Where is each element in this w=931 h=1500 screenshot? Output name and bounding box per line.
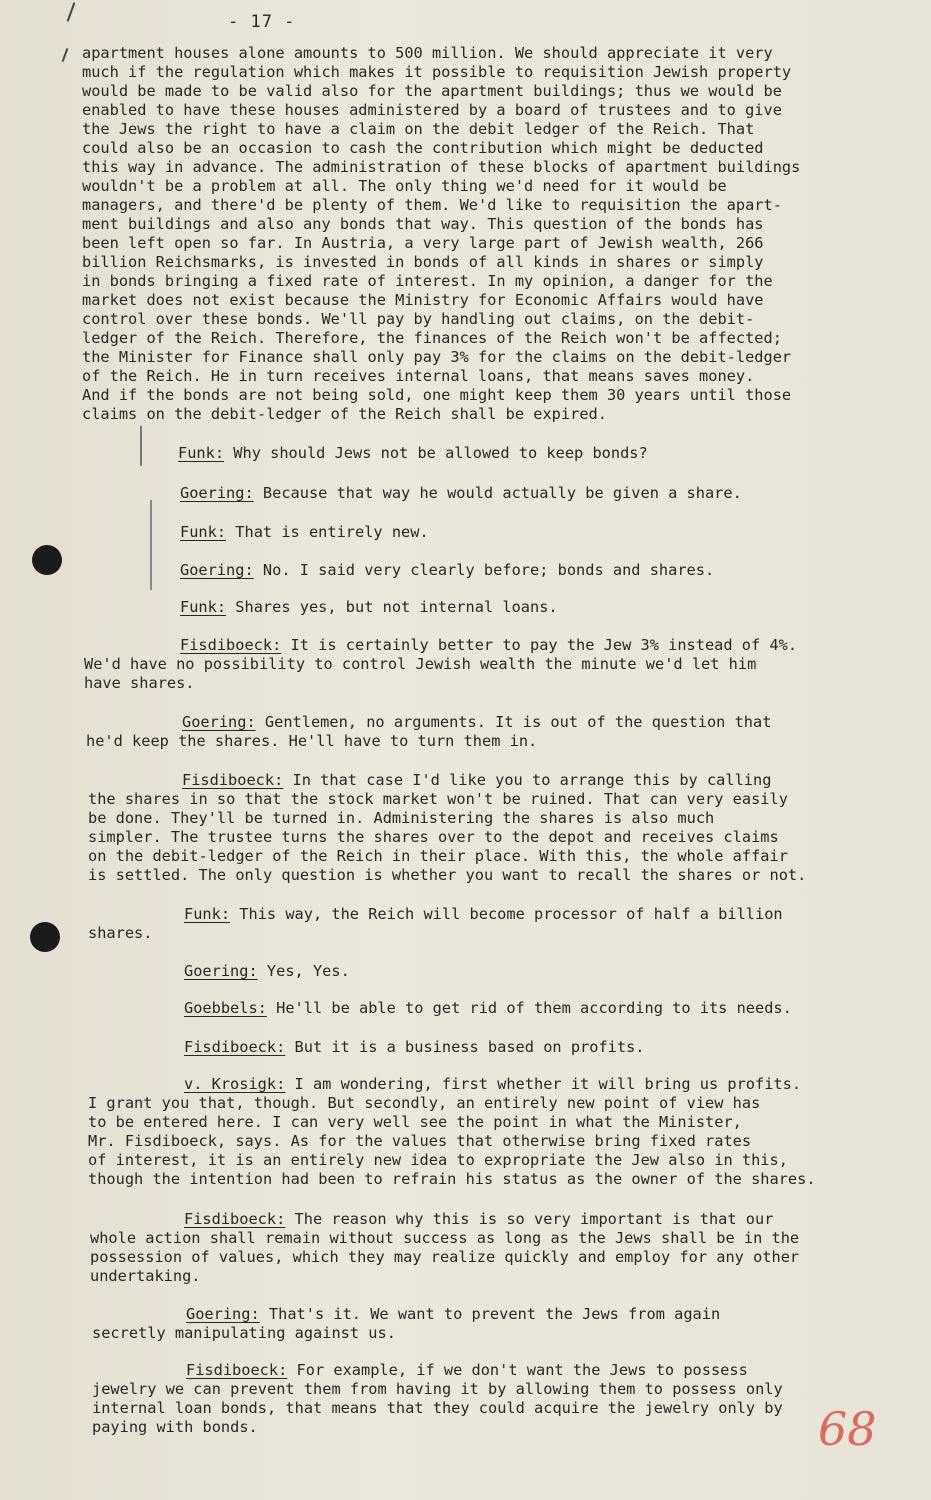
speaker-name: Funk:	[180, 523, 227, 541]
text-line: could also be an occasion to cash the contribution which might be deducted	[82, 139, 764, 157]
exchange-krosigk	[88, 1075, 816, 1189]
speaker-name: Fisdiboeck:	[182, 771, 284, 789]
text-line: this way in advance. The administration of these blocks of apartment buildings	[82, 158, 801, 176]
speech-text: shares.	[88, 924, 153, 942]
speaker-name: Goering:	[184, 962, 258, 980]
text-line: apartment houses alone amounts to 500 million. We should appreciate it very	[82, 44, 773, 62]
margin-mark-top	[67, 2, 76, 21]
text-line: would be made to be valid also for the apartment buildings; thus we would be	[82, 82, 782, 100]
speech-text: The reason why this is so very important is that our	[294, 1210, 774, 1228]
speech-text: possession of values, which they may realize quickly and employ for any other	[90, 1248, 800, 1266]
exchange-funk	[180, 523, 429, 542]
exchange-goering	[184, 962, 350, 981]
speech-text: be done. They'll be turned in. Administering the shares is also much	[88, 809, 715, 827]
speech-text: to be entered here. I can very well see the point in what the Minister,	[88, 1113, 742, 1131]
text-line: wouldn't be a problem at all. The only thing we'd need for it would be	[82, 177, 727, 195]
speaker-name: Goering:	[182, 713, 256, 731]
punch-hole-top	[32, 545, 62, 575]
margin-mark-bracket-2	[150, 500, 152, 590]
speech-text: I grant you that, though. But secondly, an entirely new point of view has	[88, 1094, 761, 1112]
speech-text: It is certainly better to pay the Jew 3% instead of 4%.	[290, 636, 798, 654]
speech-text: That is entirely new.	[235, 523, 429, 541]
exchange-goering	[86, 713, 771, 751]
speech-text: Shares yes, but not internal loans.	[235, 598, 558, 616]
speech-text: internal loan bonds, that means that they could acquire the jewelry only by	[92, 1399, 783, 1417]
speech-text: Gentlemen, no arguments. It is out of the question that	[264, 713, 772, 731]
speech-text: secretly manipulating against us.	[92, 1324, 396, 1342]
speech-text: simpler. The trustee turns the shares over to the depot and receives claims	[88, 828, 779, 846]
text-line: billion Reichsmarks, is invested in bonds of all kinds in shares or simply	[82, 253, 764, 271]
text-line: And if the bonds are not being sold, one might keep them 30 years until those	[82, 386, 792, 404]
speech-text: Why should Jews not be allowed to keep bonds?	[233, 444, 648, 462]
text-line: claims on the debit-ledger of the Reich shall be expired.	[82, 405, 607, 423]
speaker-name: Fisdiboeck:	[184, 1210, 286, 1228]
text-line: in bonds bringing a fixed rate of interest. In my opinion, a danger for the	[82, 272, 773, 290]
speech-text: of interest, it is an entirely new idea to expropriate the Jew also in this,	[88, 1151, 788, 1169]
speaker-name: Goering:	[180, 561, 254, 579]
punch-hole-bottom	[30, 922, 60, 952]
exchange-fisdiboeck	[84, 636, 797, 693]
speaker-name: Funk:	[178, 444, 225, 462]
speech-text: jewelry we can prevent them from having it by allowing them to possess only	[92, 1380, 783, 1398]
exchange-fisdiboeck	[184, 1038, 645, 1057]
speech-text: He'll be able to get rid of them according to its needs.	[276, 999, 792, 1017]
speech-text: In that case I'd like you to arrange this by calling	[292, 771, 772, 789]
speech-text: the shares in so that the stock market won't be ruined. That can very easily	[88, 790, 788, 808]
text-line: ment buildings and also any bonds that way. This question of the bonds has	[82, 215, 764, 233]
page-number: - 17 -	[228, 12, 296, 32]
text-line: much if the regulation which makes it possible to requisition Jewish property	[82, 63, 792, 81]
speaker-name: Fisdiboeck:	[180, 636, 282, 654]
speech-text: paying with bonds.	[92, 1418, 258, 1436]
exchange-goering	[180, 484, 742, 503]
speaker-name: Goering:	[186, 1305, 260, 1323]
intro-paragraph	[82, 44, 800, 424]
speech-text: whole action shall remain without success as long as the Jews shall be in the	[90, 1229, 800, 1247]
speaker-name: Funk:	[184, 905, 231, 923]
speech-text: have shares.	[84, 674, 195, 692]
speech-text: Mr. Fisdiboeck, says. As for the values that otherwise bring fixed rates	[88, 1132, 752, 1150]
margin-mark-bracket	[140, 426, 142, 466]
margin-mark-left	[62, 48, 69, 62]
speech-text: Because that way he would actually be given a share.	[262, 484, 742, 502]
speech-text: though the intention had been to refrain his status as the owner of the shares.	[88, 1170, 816, 1188]
text-line: enabled to have these houses administered by a board of trustees and to give	[82, 101, 782, 119]
speech-text: on the debit-ledger of the Reich in their place. With this, the whole affair	[88, 847, 788, 865]
handwritten-page-number: 68	[818, 1402, 877, 1456]
speech-text: No. I said very clearly before; bonds and shares.	[262, 561, 715, 579]
text-line: the Jews the right to have a claim on the debit ledger of the Reich. That	[82, 120, 755, 138]
exchange-fisdiboeck	[90, 1210, 799, 1286]
speaker-name: Fisdiboeck:	[186, 1361, 288, 1379]
exchange-goering	[180, 561, 714, 580]
text-line: market does not exist because the Ministry for Economic Affairs would have	[82, 291, 764, 309]
exchange-fisdiboeck	[88, 771, 806, 885]
text-line: of the Reich. He in turn receives internal loans, that means saves money.	[82, 367, 755, 385]
speaker-name: Goering:	[180, 484, 254, 502]
speech-text: is settled. The only question is whether you want to recall the shares or not.	[88, 866, 807, 884]
speech-text: That's it. We want to prevent the Jews from again	[268, 1305, 721, 1323]
exchange-funk	[180, 598, 558, 617]
speaker-name: Goebbels:	[184, 999, 267, 1017]
exchange-funk	[88, 905, 783, 943]
speech-text: But it is a business based on profits.	[294, 1038, 645, 1056]
speech-text: I am wondering, first whether it will bring us profits.	[294, 1075, 802, 1093]
exchange-fisdiboeck	[92, 1361, 783, 1437]
speech-text: We'd have no possibility to control Jewish wealth the minute we'd let him	[84, 655, 757, 673]
text-line: ledger of the Reich. Therefore, the finances of the Reich won't be affected;	[82, 329, 782, 347]
text-line: the Minister for Finance shall only pay 3% for the claims on the debit-ledger	[82, 348, 792, 366]
speech-text: For example, if we don't want the Jews to possess	[296, 1361, 748, 1379]
exchange-goering	[92, 1305, 720, 1343]
speech-text: undertaking.	[90, 1267, 201, 1285]
exchange-funk	[178, 444, 648, 463]
speech-text: Yes, Yes.	[266, 962, 350, 980]
text-line: managers, and there'd be plenty of them. We'd like to requisition the apart-	[82, 196, 782, 214]
speaker-name: Fisdiboeck:	[184, 1038, 286, 1056]
speech-text: he'd keep the shares. He'll have to turn them in.	[86, 732, 538, 750]
exchange-goebbels	[184, 999, 792, 1018]
speech-text: This way, the Reich will become processor of half a billion	[239, 905, 783, 923]
speaker-name: v. Krosigk:	[184, 1075, 286, 1093]
text-line: control over these bonds. We'll pay by handling out claims, on the debit-	[82, 310, 755, 328]
speaker-name: Funk:	[180, 598, 227, 616]
text-line: been left open so far. In Austria, a very large part of Jewish wealth, 266	[82, 234, 764, 252]
